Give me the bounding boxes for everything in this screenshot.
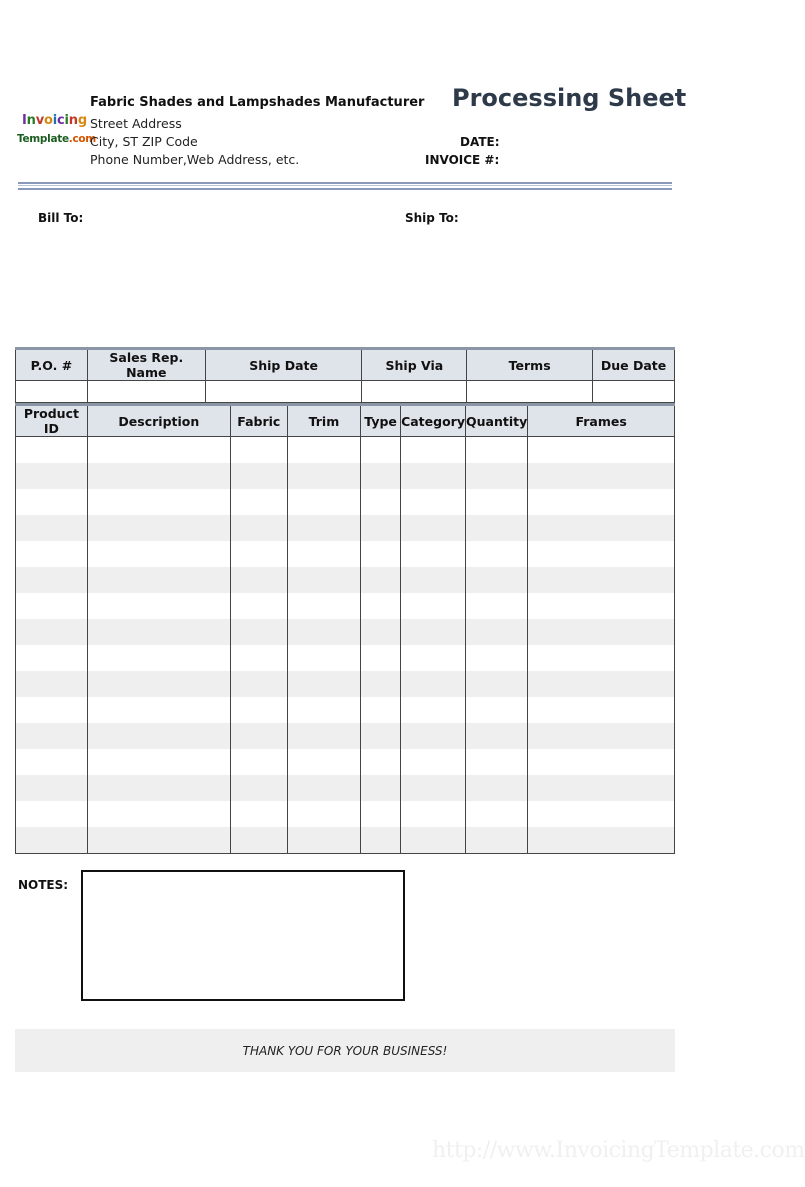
item-cell[interactable] (361, 723, 401, 749)
item-cell[interactable] (528, 749, 675, 775)
item-cell[interactable] (87, 541, 230, 567)
terms-cell[interactable] (467, 381, 593, 403)
item-cell[interactable] (287, 619, 360, 645)
item-cell[interactable] (87, 671, 230, 697)
item-cell[interactable] (361, 515, 401, 541)
table-row (16, 593, 675, 619)
table-row (16, 619, 675, 645)
item-cell[interactable] (466, 515, 528, 541)
item-cell[interactable] (361, 437, 401, 464)
item-cell[interactable] (361, 749, 401, 775)
table-row (16, 775, 675, 801)
date-label: DATE: (460, 135, 500, 149)
item-cell[interactable] (466, 437, 528, 464)
item-cell[interactable] (401, 489, 466, 515)
item-cell[interactable] (401, 541, 466, 567)
item-cell[interactable] (16, 645, 88, 671)
item-cell[interactable] (16, 801, 88, 827)
header-divider-bottom (18, 188, 672, 190)
item-cell[interactable] (16, 697, 88, 723)
item-cell[interactable] (87, 697, 230, 723)
item-cell[interactable] (287, 801, 360, 827)
item-cell[interactable] (287, 827, 360, 854)
item-cell[interactable] (287, 515, 360, 541)
item-cell[interactable] (16, 827, 88, 854)
item-cell[interactable] (87, 645, 230, 671)
item-cell[interactable] (401, 749, 466, 775)
notes-box[interactable] (81, 870, 405, 1001)
item-cell[interactable] (287, 775, 360, 801)
header-type: Type (361, 405, 401, 437)
item-cell[interactable] (528, 593, 675, 619)
item-cell[interactable] (361, 827, 401, 854)
item-cell[interactable] (230, 723, 287, 749)
logo-invoicing: Invoicing (22, 113, 87, 128)
header-fabric: Fabric (230, 405, 287, 437)
item-cell[interactable] (401, 515, 466, 541)
item-cell[interactable] (361, 671, 401, 697)
item-cell[interactable] (361, 489, 401, 515)
table-row (16, 827, 675, 854)
table-row (16, 463, 675, 489)
item-cell[interactable] (230, 697, 287, 723)
item-cell[interactable] (230, 593, 287, 619)
item-cell[interactable] (287, 645, 360, 671)
item-cell[interactable] (16, 567, 88, 593)
item-cell[interactable] (361, 593, 401, 619)
header-sales-rep: Sales Rep. Name (87, 349, 205, 381)
item-cell[interactable] (401, 593, 466, 619)
po-number-cell[interactable] (16, 381, 88, 403)
item-cell[interactable] (287, 567, 360, 593)
item-cell[interactable] (528, 489, 675, 515)
item-cell[interactable] (528, 645, 675, 671)
company-name: Fabric Shades and Lampshades Manufacturer (90, 95, 425, 110)
item-cell[interactable] (466, 593, 528, 619)
item-cell[interactable] (87, 801, 230, 827)
company-city: City, ST ZIP Code (90, 134, 198, 149)
item-cell[interactable] (87, 489, 230, 515)
item-cell[interactable] (401, 567, 466, 593)
ship-via-cell[interactable] (362, 381, 467, 403)
item-cell[interactable] (361, 697, 401, 723)
item-cell[interactable] (528, 619, 675, 645)
item-cell[interactable] (466, 827, 528, 854)
item-cell[interactable] (528, 697, 675, 723)
item-cell[interactable] (528, 723, 675, 749)
items-table (15, 403, 675, 854)
header-description: Description (87, 405, 230, 437)
table-row (16, 489, 675, 515)
sales-rep-cell[interactable] (87, 381, 205, 403)
item-cell[interactable] (287, 723, 360, 749)
item-cell[interactable] (466, 489, 528, 515)
item-cell[interactable] (16, 749, 88, 775)
item-cell[interactable] (87, 593, 230, 619)
item-cell[interactable] (401, 775, 466, 801)
item-cell[interactable] (528, 541, 675, 567)
table-row (16, 645, 675, 671)
item-cell[interactable] (528, 827, 675, 854)
item-cell[interactable] (287, 749, 360, 775)
item-cell[interactable] (401, 697, 466, 723)
item-cell[interactable] (87, 723, 230, 749)
due-date-cell[interactable] (593, 381, 675, 403)
header-quantity: Quantity (466, 405, 528, 437)
item-cell[interactable] (230, 671, 287, 697)
item-cell[interactable] (466, 567, 528, 593)
item-cell[interactable] (466, 775, 528, 801)
item-cell[interactable] (16, 463, 88, 489)
ship-to-label: Ship To: (405, 211, 459, 225)
header-trim: Trim (287, 405, 360, 437)
item-cell[interactable] (466, 697, 528, 723)
item-cell[interactable] (230, 827, 287, 854)
company-street: Street Address (90, 116, 182, 131)
company-contact: Phone Number,Web Address, etc. (90, 152, 300, 167)
item-cell[interactable] (87, 437, 230, 464)
item-cell[interactable] (230, 749, 287, 775)
item-cell[interactable] (16, 619, 88, 645)
thank-you-text: THANK YOU FOR YOUR BUSINESS! (242, 1043, 448, 1058)
item-cell[interactable] (16, 515, 88, 541)
item-cell[interactable] (16, 541, 88, 567)
item-cell[interactable] (87, 463, 230, 489)
item-cell[interactable] (287, 463, 360, 489)
notes-label: NOTES: (18, 878, 69, 892)
table-row (16, 437, 675, 464)
header-divider (18, 182, 672, 184)
item-cell[interactable] (287, 437, 360, 464)
item-cell[interactable] (401, 463, 466, 489)
item-cell[interactable] (230, 619, 287, 645)
item-cell[interactable] (528, 463, 675, 489)
table-row (16, 515, 675, 541)
item-cell[interactable] (230, 801, 287, 827)
bill-to-label: Bill To: (38, 211, 84, 225)
item-cell[interactable] (16, 723, 88, 749)
item-cell[interactable] (16, 593, 88, 619)
item-cell[interactable] (230, 489, 287, 515)
header-divider-mid (18, 185, 672, 186)
item-cell[interactable] (401, 723, 466, 749)
table-row (16, 541, 675, 567)
item-cell[interactable] (361, 541, 401, 567)
item-cell[interactable] (401, 619, 466, 645)
table-row (16, 749, 675, 775)
item-cell[interactable] (16, 437, 88, 464)
item-cell[interactable] (361, 801, 401, 827)
table-row (16, 567, 675, 593)
item-cell[interactable] (401, 671, 466, 697)
item-cell[interactable] (16, 671, 88, 697)
item-cell[interactable] (466, 541, 528, 567)
item-cell[interactable] (230, 437, 287, 464)
item-cell[interactable] (528, 437, 675, 464)
item-cell[interactable] (528, 515, 675, 541)
item-cell[interactable] (466, 749, 528, 775)
item-cell[interactable] (287, 541, 360, 567)
item-cell[interactable] (230, 567, 287, 593)
item-cell[interactable] (401, 827, 466, 854)
item-cell[interactable] (466, 619, 528, 645)
item-cell[interactable] (466, 463, 528, 489)
header-ship-via: Ship Via (362, 349, 467, 381)
item-cell[interactable] (87, 619, 230, 645)
item-cell[interactable] (87, 515, 230, 541)
header-ship-date: Ship Date (205, 349, 362, 381)
item-cell[interactable] (16, 775, 88, 801)
logo-template: Template.com (17, 133, 96, 145)
item-cell[interactable] (528, 775, 675, 801)
item-cell[interactable] (287, 489, 360, 515)
header-po-number: P.O. # (16, 349, 88, 381)
item-cell[interactable] (287, 593, 360, 619)
item-cell[interactable] (528, 671, 675, 697)
item-cell[interactable] (361, 775, 401, 801)
item-cell[interactable] (361, 567, 401, 593)
item-cell[interactable] (87, 827, 230, 854)
table-row (16, 801, 675, 827)
header-category: Category (401, 405, 466, 437)
item-cell[interactable] (528, 801, 675, 827)
header-frames: Frames (528, 405, 675, 437)
header-terms: Terms (467, 349, 593, 381)
item-cell[interactable] (230, 775, 287, 801)
item-cell[interactable] (230, 541, 287, 567)
item-cell[interactable] (361, 619, 401, 645)
header-product-id: Product ID (16, 405, 88, 437)
item-cell[interactable] (466, 801, 528, 827)
item-cell[interactable] (401, 437, 466, 464)
watermark: http://www.InvoicingTemplate.com (432, 1138, 805, 1163)
item-cell[interactable] (230, 463, 287, 489)
order-info-table (15, 347, 675, 403)
item-cell[interactable] (87, 567, 230, 593)
item-cell[interactable] (466, 645, 528, 671)
invoice-number-label: INVOICE #: (425, 153, 500, 167)
item-cell[interactable] (361, 463, 401, 489)
item-cell[interactable] (466, 723, 528, 749)
item-cell[interactable] (230, 645, 287, 671)
item-cell[interactable] (361, 645, 401, 671)
item-cell[interactable] (528, 567, 675, 593)
table-row (16, 671, 675, 697)
item-cell[interactable] (401, 801, 466, 827)
item-cell[interactable] (87, 749, 230, 775)
item-cell[interactable] (287, 671, 360, 697)
item-cell[interactable] (466, 671, 528, 697)
document-title: Processing Sheet (452, 84, 687, 112)
item-cell[interactable] (287, 697, 360, 723)
ship-date-cell[interactable] (205, 381, 362, 403)
item-cell[interactable] (401, 645, 466, 671)
item-cell[interactable] (230, 515, 287, 541)
item-cell[interactable] (87, 775, 230, 801)
thank-you-banner (15, 1029, 675, 1072)
item-cell[interactable] (16, 489, 88, 515)
table-row (16, 697, 675, 723)
header-due-date: Due Date (593, 349, 675, 381)
table-row (16, 723, 675, 749)
